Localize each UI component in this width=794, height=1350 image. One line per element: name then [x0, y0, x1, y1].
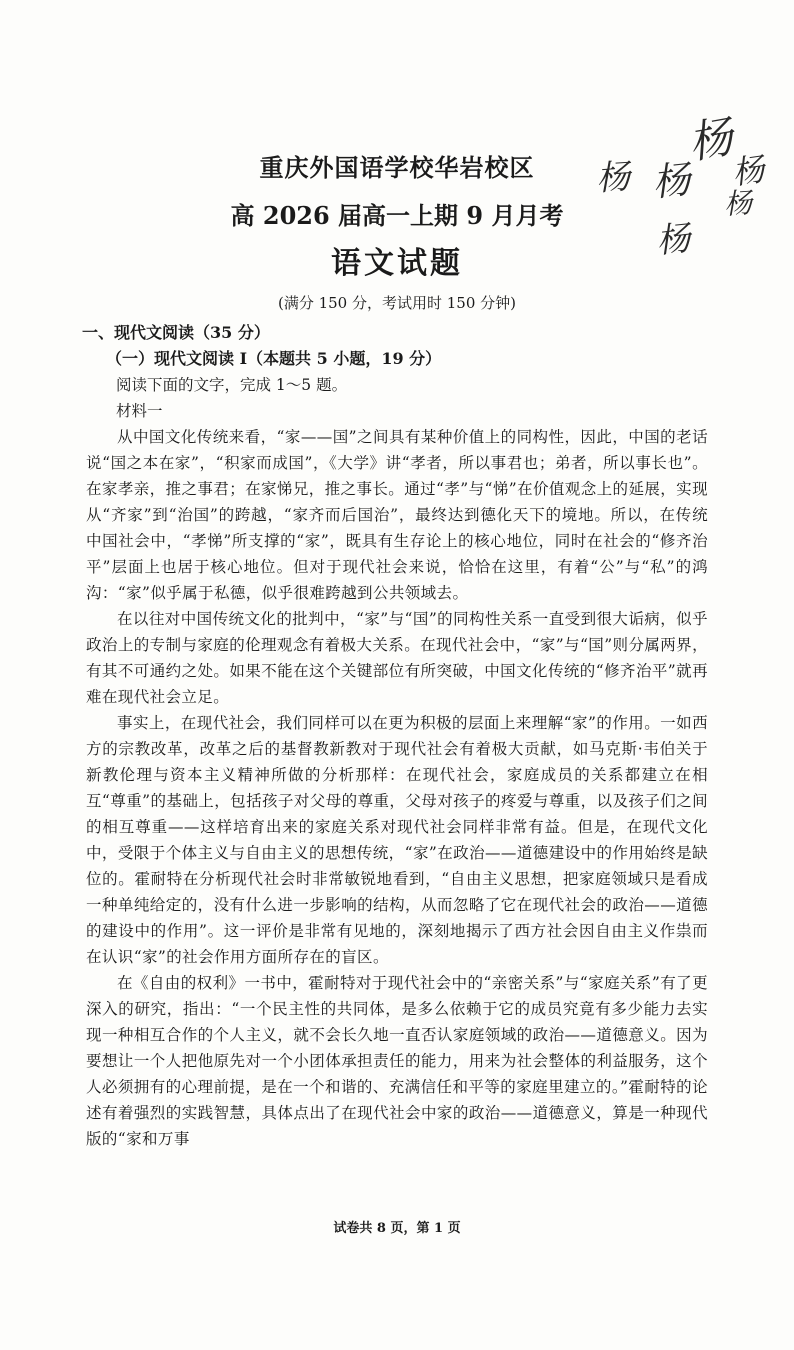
paragraph: 从中国文化传统来看，“家——国”之间具有某种价值上的同构性，因此，中国的老话说“国之本在家”，“积家而成国”，《大学》讲“孝者，所以事君也；弟者，所以事长也”。在家孝亲，推之事君；在家悌兄，推之事长。通过“孝”与“悌”在价值观念上的延展，实现从“齐家”到“治国”的跨越，“家齐而后国治”，最终达到德化天下的境地。所以，在传统中国社会中，“孝悌”所支撑的“家”，既具有生存论上的核心地位，同时在社会的“修齐治平”层面上也居于核心地位。但对于现代社会来说，恰恰在这里，有着“公”与“私”的鸿沟：“家”似乎属于私德，似乎很难跨越到公共领域去。: [86, 428, 708, 602]
school-name: 重庆外国语学校华岩校区: [259, 153, 535, 182]
paragraph: 在以往对中国传统文化的批判中，“家”与“国”的同构性关系一直受到很大诟病，似乎政治上的专制与家庭的伦理观念有着极大关系。在现代社会中，“家”与“国”则分属两界，有其不可通约之处。如果不能在这个关键部位有所突破，中国文化传统的“修齐治平”就再难在现代社会立足。: [86, 610, 708, 706]
section-title: 一、现代文阅读（35 分）: [82, 323, 270, 342]
section-content: [82, 320, 708, 1152]
handwritten-character: 杨: [729, 149, 767, 193]
handwritten-character: 杨: [722, 186, 754, 221]
page-footer: 试卷共 8 页，第 1 页: [333, 1221, 461, 1236]
paragraph: 事实上，在现代社会，我们同样可以在更为积极的层面上来理解“家”的作用。一如西方的宗教改革，改革之后的基督教新教对于现代社会有着极大贡献，如马克斯·韦伯关于新教伦理与资本主义精神所做的分析那样：在现代社会，家庭成员的关系都建立在相互“尊重”的基础上，包括孩子对父母的尊重，父母对孩子的疼爱与尊重，以及孩子们之间的相互尊重——这样培育出来的家庭关系对现代社会同样非常有益。但是，在现代文化中，受限于个体主义与自由主义的思想传统，“家”在政治——道德建设中的作用始终是缺位的。霍耐特在分析现代社会时非常敏锐地看到，“自由主义思想，把家庭领域只是看成一种单纯给定的，没有什么进一步影响的结构，从而忽略了它在现代社会的政治——道德的建设中的作用”。这一评价是非常有见地的，深刻地揭示了西方社会因自由主义作祟而在认识“家”的社会作用方面所存在的盲区。: [86, 714, 708, 966]
subsection-title: （一）现代文阅读 I（本题共 5 小题，19 分）: [106, 349, 442, 368]
material-label: 材料一: [116, 402, 163, 420]
paragraph: 在《自由的权利》一书中，霍耐特对于现代社会中的“亲密关系”与“家庭关系”有了更深入的研究，指出：“一个民主性的共同体，是多么依赖于它的成员究竟有多少能力去实现一种相互合作的个人主义，就不会长久地一直否认家庭领域的政治——道德意义。因为要想让一个人把他原先对一个小团体承担责任的能力，用来为社会整体的利益服务，这个人必须拥有的心理前提，是在一个和谐的、充满信任和平等的家庭里建立的。”霍耐特的论述有着强烈的实践智慧，具体点出了在现代社会中家的政治——道德意义，算是一种现代版的“家和万事: [86, 974, 708, 1148]
handwritten-character: 杨: [594, 156, 632, 200]
exam-note: (满分 150 分，考试用时 150 分钟): [277, 294, 517, 312]
handwritten-character: 杨: [650, 157, 693, 205]
handwritten-character: 杨: [654, 218, 693, 262]
instruction-text: 阅读下面的文字，完成 1～5 题。: [116, 376, 348, 394]
subject-title: 语文试题: [331, 246, 463, 281]
exam-title: 高 2026 届高一上期 9 月月考: [230, 201, 564, 230]
handwritten-character: 杨: [684, 111, 737, 170]
